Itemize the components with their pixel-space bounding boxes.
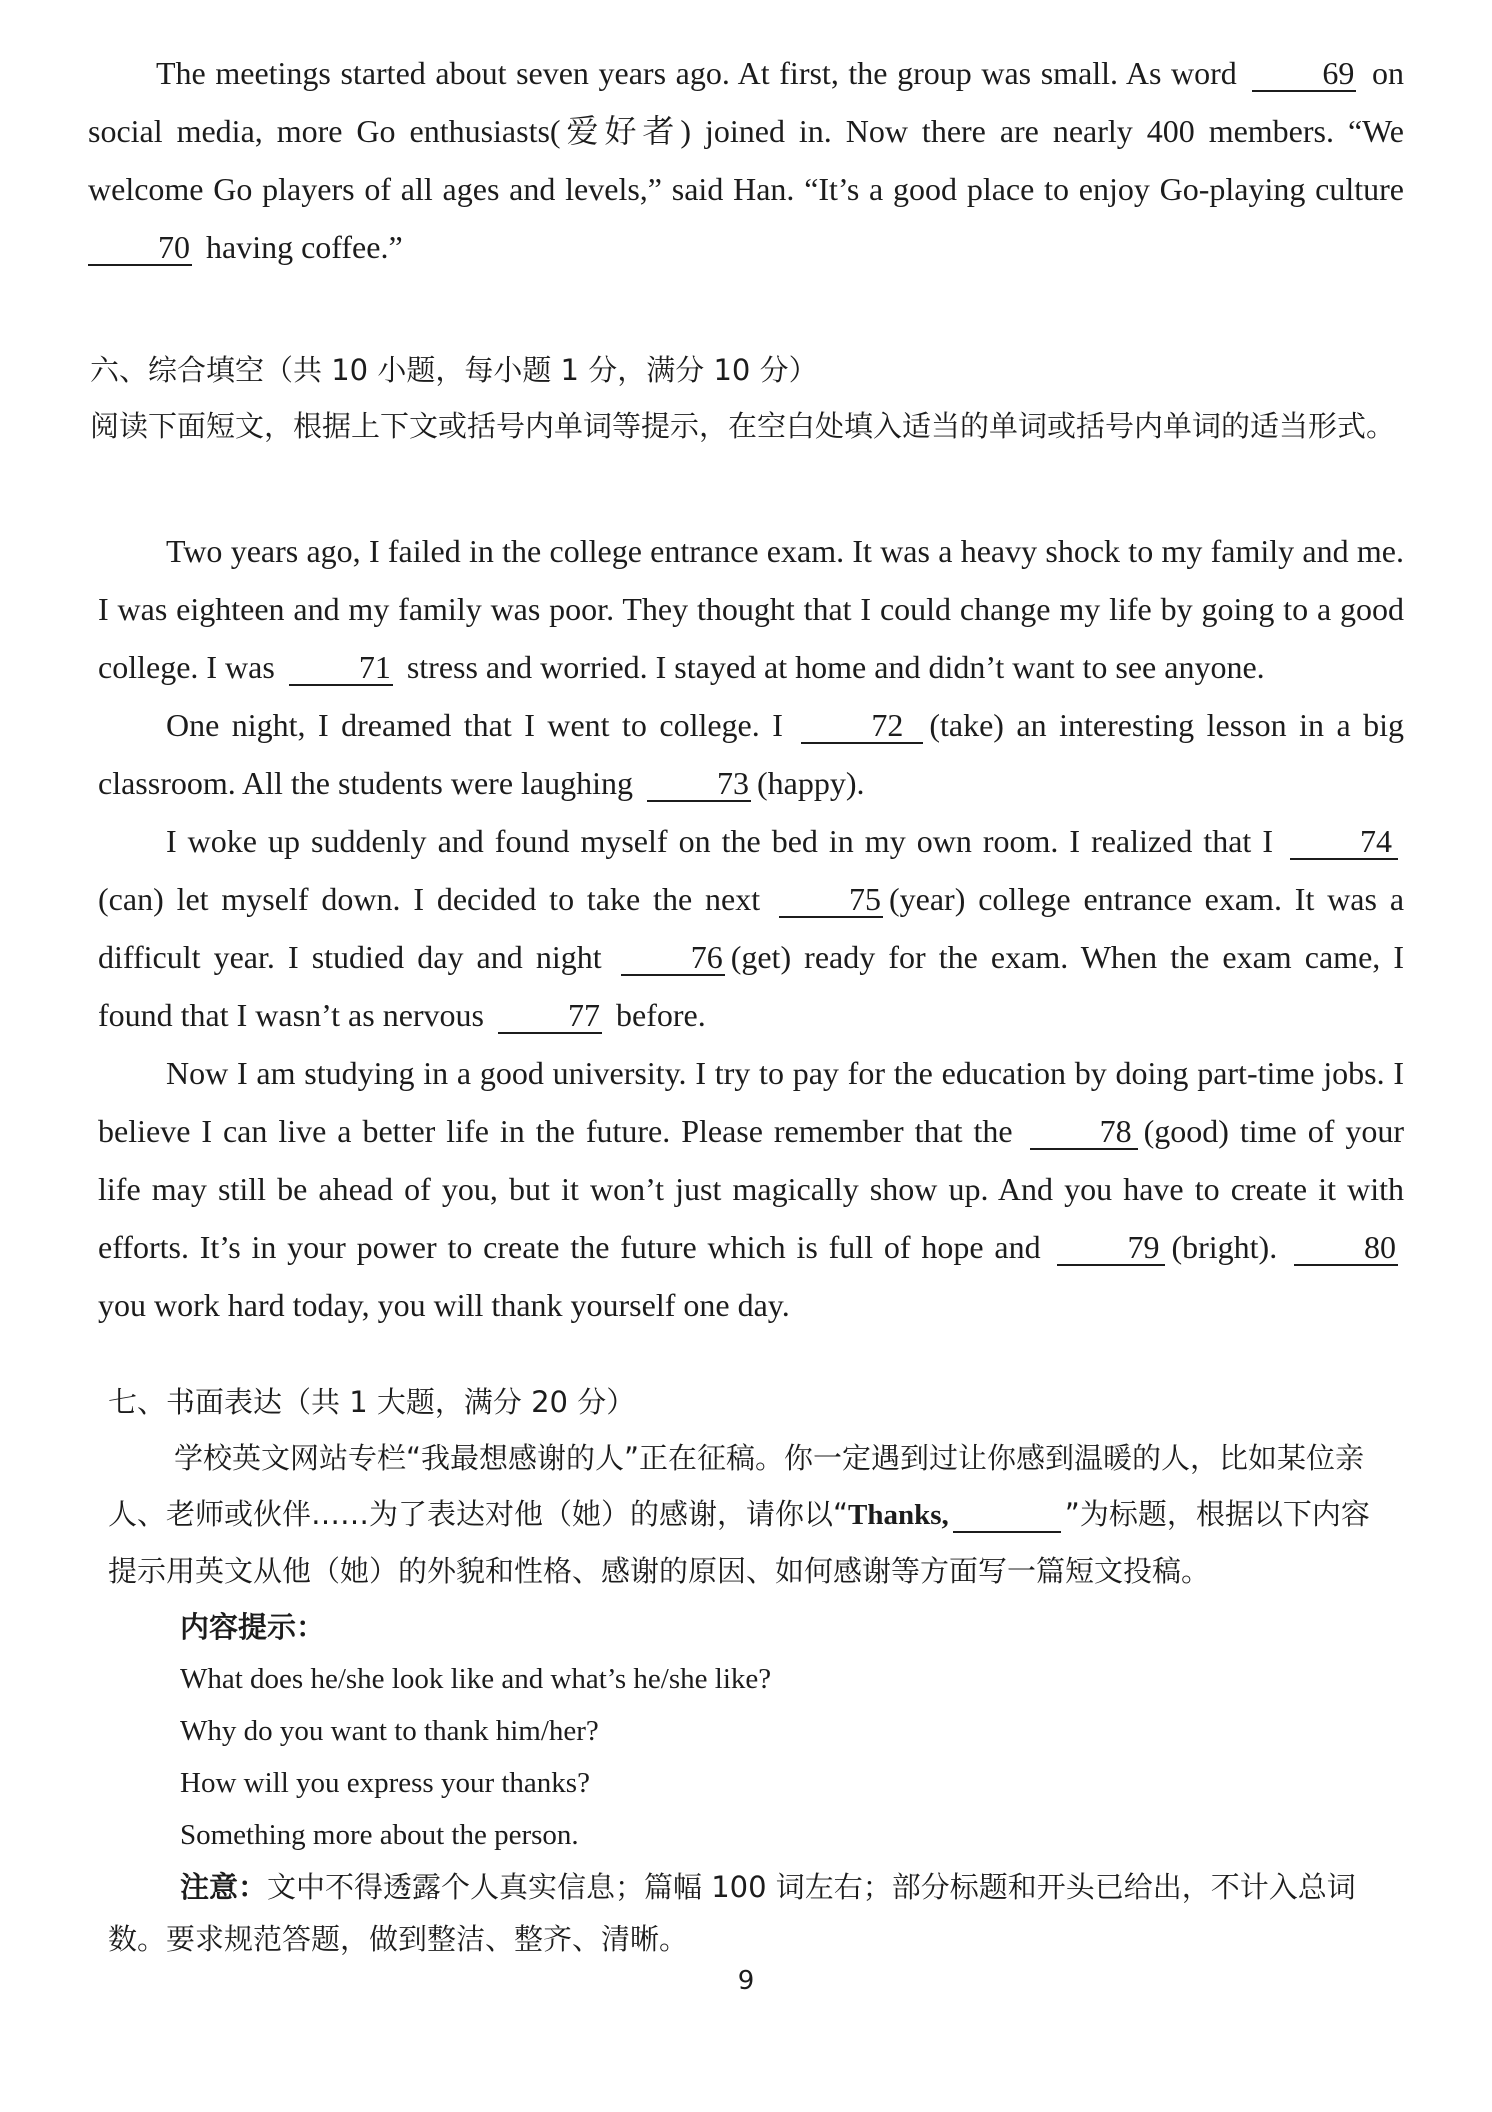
- section-6-passage: [98, 522, 1404, 1334]
- passage-paragraph-3: [98, 812, 1404, 1044]
- title-prompt-thanks: Thanks,: [848, 1499, 949, 1531]
- note: [108, 1861, 1378, 1965]
- passage-text: (get) ready for the exam. When the exam came, I found that I wasn’t as nervous: [98, 939, 1405, 1033]
- hint-label: 内容提示：: [180, 1610, 326, 1644]
- passage-text: I woke up suddenly and found myself on the bed in my own room. I realized that I: [166, 823, 1273, 859]
- section-6-instruction: 阅读下面短文，根据上下文或括号内单词等提示，在空白处填入适当的单词或括号内单词的适当形式。: [90, 409, 1396, 443]
- blank-74[interactable]: 74: [1290, 824, 1398, 860]
- hint-item: Why do you want to thank him/her?: [180, 1715, 599, 1747]
- prompt-text: 学校英文网站专栏“我最想感谢的人”正在征稿。你一定遇到过让你感到温暖的人，比如某位亲人、老师或伙伴……为了表达对他（她）的感谢，请你以“: [108, 1441, 1365, 1531]
- passage-text: One night, I dreamed that I went to college. I: [166, 707, 783, 743]
- hint-item: How will you express your thanks?: [180, 1767, 590, 1799]
- blank-75[interactable]: 75: [779, 882, 883, 918]
- passage-paragraph-1: [98, 522, 1404, 696]
- passage-text: social media, more Go enthusiasts(爱好者) joined in. Now there are nearly 400 members. “We: [88, 113, 1404, 149]
- passage-text: welcome Go players of all ages and levels,” said Han. “It’s a good place to enjoy Go-playing culture: [88, 171, 1404, 207]
- passage-text: you work hard today, you will thank yourself one day.: [98, 1287, 790, 1323]
- passage-text: (happy).: [757, 765, 865, 801]
- page-number: 9: [737, 1966, 755, 1996]
- passage-text: having coffee.”: [206, 229, 403, 265]
- prompt-text: ”为标题，根据以下内容提示用英文从他（她）的外貌和性格、感谢的原因、如何感谢等方面写一篇短文投稿。: [108, 1497, 1370, 1588]
- title-blank[interactable]: [953, 1497, 1061, 1533]
- blank-72[interactable]: 72: [801, 708, 923, 744]
- section-7: [108, 1374, 1378, 1965]
- section-7-prompt: [108, 1430, 1378, 1599]
- blank-77[interactable]: 77: [498, 998, 602, 1034]
- passage-text: stress and worried. I stayed at home and didn’t want to see anyone.: [406, 649, 1265, 685]
- section-6-title: 六、综合填空（共 10 小题，每小题 1 分，满分 10 分）: [90, 353, 818, 387]
- passage-paragraph-2: [98, 696, 1404, 812]
- top-passage-paragraph: [88, 44, 1404, 276]
- passage-paragraph-4: [98, 1044, 1404, 1334]
- passage-text: on: [1372, 55, 1405, 91]
- blank-70[interactable]: 70: [88, 230, 192, 266]
- top-passage: [88, 44, 1404, 276]
- passage-text: (good) time of your life may still be ahead of you, but it won’t just magically show up. And you have to create it with efforts. It’s in your power to create the future which is full of hope and: [98, 1113, 1405, 1265]
- section-6: [90, 342, 1406, 454]
- hint-item: What does he/she look like and what’s he/she like?: [180, 1663, 772, 1695]
- passage-text: (can) let myself down. I decided to take the next: [98, 881, 761, 917]
- passage-text: before.: [616, 997, 706, 1033]
- passage-text: Two years ago, I failed in the college entrance exam. It was a heavy shock to my family and me. I was eighteen and my family was poor. They thought that I could change my life by going to a good college. I was: [98, 533, 1404, 685]
- blank-80[interactable]: 80: [1294, 1230, 1398, 1266]
- blank-79[interactable]: 79: [1057, 1230, 1165, 1266]
- note-text: 文中不得透露个人真实信息；篇幅 100 词左右；部分标题和开头已给出，不计入总词数。要求规范答题，做到整洁、整齐、清晰。: [108, 1870, 1356, 1956]
- passage-text: The meetings started about seven years ago. At first, the group was small. As word: [156, 55, 1237, 91]
- blank-78[interactable]: 78: [1030, 1114, 1138, 1150]
- content-hints: [108, 1601, 1378, 1861]
- blank-73[interactable]: 73: [647, 766, 751, 802]
- passage-text: (year) college entrance exam. It was a difficult year. I studied day and night: [98, 881, 1405, 975]
- passage-text: (bright).: [1171, 1229, 1278, 1265]
- passage-text: Now I am studying in a good university. I try to pay for the education by doing part-time jobs. I believe I can live a better life in the future. Please remember that the: [98, 1055, 1404, 1149]
- note-label: 注意：: [180, 1870, 268, 1904]
- blank-71[interactable]: 71: [289, 650, 393, 686]
- hint-item: Something more about the person.: [180, 1819, 579, 1851]
- blank-69[interactable]: 69: [1252, 56, 1356, 92]
- section-7-title: 七、书面表达（共 1 大题，满分 20 分）: [108, 1385, 636, 1419]
- passage-text: (take) an interesting lesson in a big classroom. All the students were laughing: [98, 707, 1405, 801]
- blank-76[interactable]: 76: [621, 940, 725, 976]
